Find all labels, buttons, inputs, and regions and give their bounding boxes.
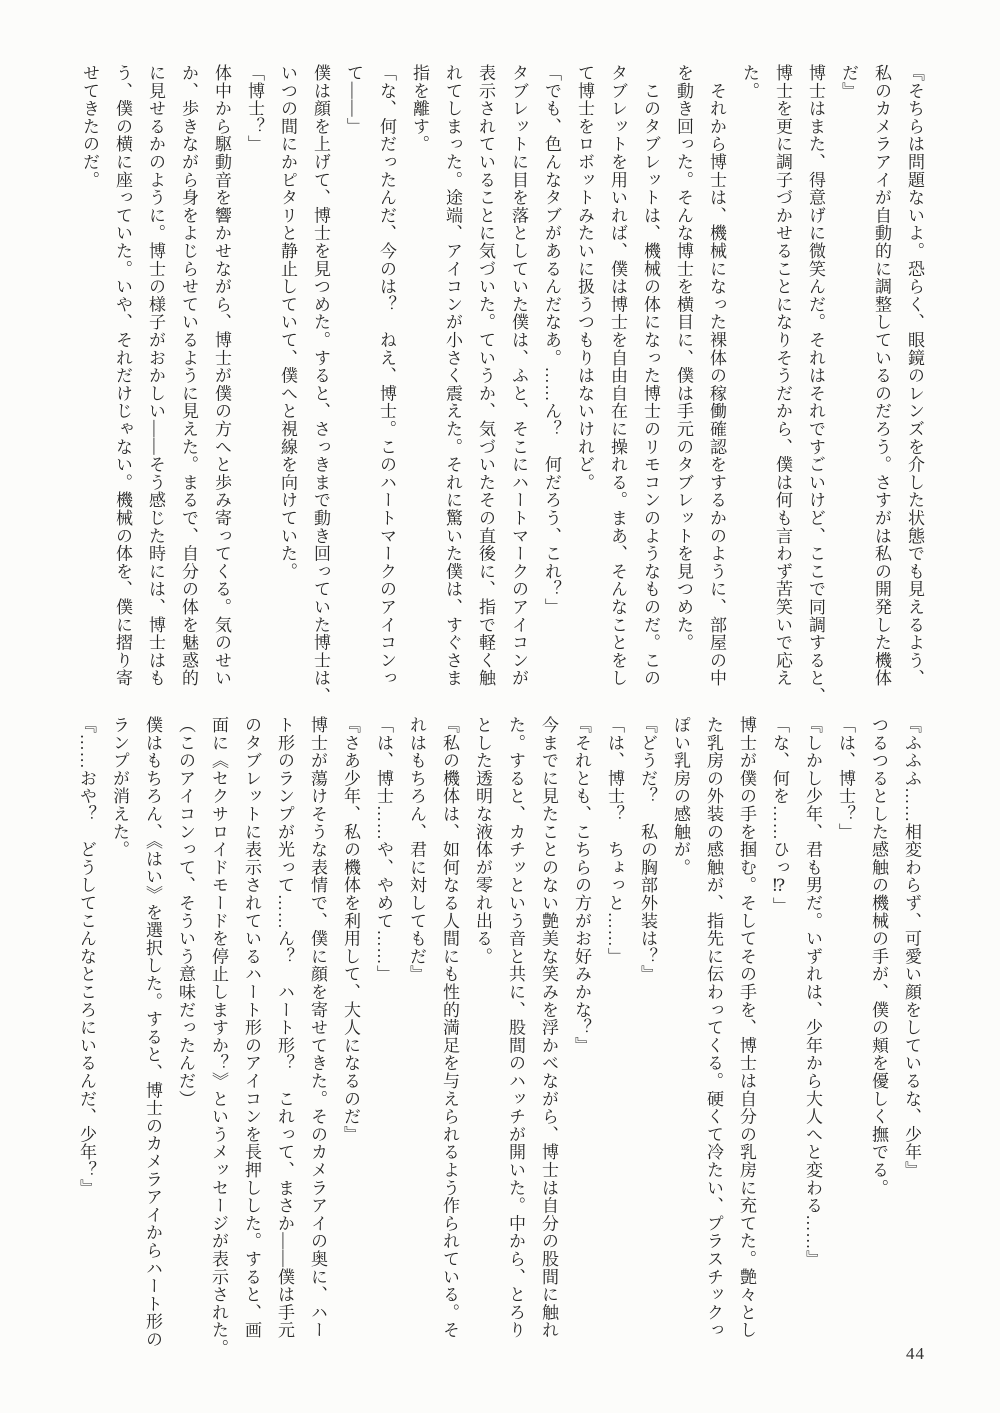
text-column: て――」 [344,64,363,136]
text-column: 『ふふふ……相変わらず、可愛い顔をしているな、少年』 [902,716,921,1179]
text-column: 『しかし少年、君も男だ。いずれは、少年から大人へと変わる……』 [803,716,822,1268]
text-column: た。すると、カチッという音と共に、股間のハッチが開いた。中から、とろり [506,716,525,1339]
text-column: た乳房の外装の感触が、指先に伝わってくる。硬くて冷たい、プラスチックっ [704,716,723,1339]
text-column: それから博士は、機械になった裸体の稼働確認をするかのように、部屋の中 [707,64,726,687]
text-column: 「は、博士……や、やめて……」 [374,716,393,983]
text-column: か、歩きながら身をよじらせているように見えた。まるで、自分の体を魅惑的 [179,64,198,687]
text-column: とした透明な液体が零れ出る。 [473,716,492,966]
text-column: れはもちろん、君に対してもだ』 [407,716,426,983]
text-column: つるつるとした感触の機械の手が、僕の頬を優しく撫でる。 [869,716,888,1197]
text-column: た。 [740,64,759,100]
text-column: 今までに見たことのない艶美な笑みを浮かべながら、博士は自分の股間に触れ [539,716,558,1339]
text-column: 「な、何だったんだ、今のは？ ねえ、博士。このハートマークのアイコンっ [377,64,396,687]
text-column: 『私の機体は、如何なる人間にも性的満足を与えられるよう作られている。そ [440,716,459,1339]
text-column: 表示されていることに気づいた。ていうか、気づいたその直後に、指で軽く触 [476,64,495,687]
text-column: 「は、博士？」 [836,716,855,841]
text-column: 博士が蕩けそうな表情で、僕に顔を寄せてきた。そのカメラアイの奥に、ハー [308,716,327,1339]
text-column: せてきたのだ。 [80,64,99,189]
text-column: 博士はまた、得意げに微笑んだ。それはそれですごいけど、ここで同調すると、 [806,64,825,705]
text-column: 博士を更に調子づかせることになりそうだから、僕は何も言わず苦笑いで応え [773,64,792,687]
text-column: 指を離す。 [410,64,429,153]
text-column: ランプが消えた。 [110,716,129,859]
text-column: 「な、何を……ひっ⁉」 [770,716,789,915]
text-column: のタブレットに表示されているハート形のアイコンを長押しした。すると、画 [242,716,261,1339]
text-column: 『……おや？ どうしてこんなところにいるんだ、少年？』 [77,716,96,1197]
text-column: を動き回った。そんな博士を横目に、僕は手元のタブレットを見つめた。 [674,64,693,652]
text-column: れてしまった。途端、アイコンが小さく震えた。それに驚いた僕は、すぐさま [443,64,462,687]
text-column: 『どうだ？ 私の胸部外装は？』 [638,716,657,983]
page-number: 44 [906,1344,925,1363]
text-column: ぽい乳房の感触が。 [671,716,690,877]
text-column: 『そちらは問題ないよ。恐らく、眼鏡のレンズを介した状態でも見えるよう、 [905,64,924,687]
text-column: このタブレットは、機械の体になった博士のリモコンのようなものだ。この [641,64,660,687]
text-column: （このアイコンって、そういう意味だったんだ） [176,716,195,1108]
text-column: 『それとも、こちらの方がお好みかな？』 [572,716,591,1055]
text-block-bottom [70,716,928,1386]
text-column: 「博士？」 [245,64,264,153]
text-column: て博士をロボットみたいに扱うつもりはないけれど。 [575,64,594,492]
text-column: タブレットに目を落としていた僕は、ふと、そこにハートマークのアイコンが [509,64,528,687]
text-column: 僕は顔を上げて、博士を見つめた。すると、さっきまで動き回っていた博士は、 [311,64,330,705]
text-column: いつの間にかピタリと静止していて、僕へと視線を向けていた。 [278,64,297,581]
text-column: だ』 [839,64,858,100]
text-column: 私のカメラアイが自動的に調整しているのだろう。さすがは私の開発した機体 [872,64,891,687]
text-column: う、僕の横に座っていた。いや、それだけじゃない。機械の体を、僕に摺り寄 [113,64,132,687]
text-column: 『さあ少年、私の機体を利用して、大人になるのだ』 [341,716,360,1144]
text-column: 僕はもちろん、《はい》を選択した。すると、博士のカメラアイからハート形の [143,716,162,1349]
text-block-top [73,64,931,734]
text-column: 「でも、色んなタブがあるんだなあ。……ん？ 何だろう、これ？」 [542,64,561,616]
text-column: 面に《セクサロイドモードを停止しますか？》というメッセージが表示された。 [209,716,228,1357]
text-column: 「は、博士？ ちょっと……」 [605,716,624,966]
text-column: 博士が僕の手を掴む。そしてその手を、博士は自分の乳房に充てた。艶々とし [737,716,756,1339]
text-column: に見せるかのように。博士の様子がおかしい――そう感じた時には、博士はも [146,64,165,687]
text-column: 体中から駆動音を響かせながら、博士が僕の方へと歩み寄ってくる。気のせい [212,64,231,687]
text-column: タブレットを用いれば、僕は博士を自由自在に操れる。まあ、そんなことをし [608,64,627,687]
text-column: ト形のランプが光って……ん？ ハート形？ これって、まさか――僕は手元 [275,716,294,1339]
